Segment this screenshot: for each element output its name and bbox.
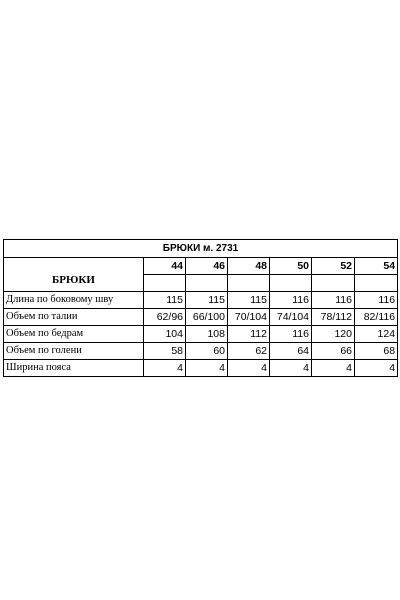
blank-cell <box>228 275 270 292</box>
table-cell: 82/116 <box>355 309 398 326</box>
table-cell: 4 <box>355 360 398 377</box>
table-cell: 66 <box>312 343 355 360</box>
table-cell: 60 <box>186 343 228 360</box>
size-header-cell: 54 <box>355 258 398 275</box>
table-row <box>4 343 398 360</box>
table-cell: 120 <box>312 326 355 343</box>
row-label: Объем по голени <box>4 343 144 360</box>
table-cell: 116 <box>312 292 355 309</box>
table-cell: 74/104 <box>270 309 312 326</box>
table-cell: 115 <box>228 292 270 309</box>
size-header-cell: 52 <box>312 258 355 275</box>
row-label: Длина по боковому шву <box>4 292 144 309</box>
table-cell: 62 <box>228 343 270 360</box>
table-row <box>4 326 398 343</box>
blank-cell <box>355 275 398 292</box>
table-row <box>4 360 398 377</box>
table-cell: 4 <box>144 360 186 377</box>
table-cell: 58 <box>144 343 186 360</box>
row-label: Объем по бедрам <box>4 326 144 343</box>
table-cell: 108 <box>186 326 228 343</box>
table-cell: 78/112 <box>312 309 355 326</box>
table-cell: 116 <box>270 292 312 309</box>
size-header-cell: 50 <box>270 258 312 275</box>
section-label-text: БРЮКИ <box>52 274 95 286</box>
table-cell: 4 <box>270 360 312 377</box>
row-label: Ширина пояса <box>4 360 144 377</box>
table-cell: 62/96 <box>144 309 186 326</box>
blank-cell <box>312 275 355 292</box>
table-cell: 115 <box>186 292 228 309</box>
blank-cell <box>144 275 186 292</box>
size-chart-table <box>3 239 398 377</box>
size-header-row <box>4 258 398 275</box>
table-title: БРЮКИ м. 2731 <box>4 240 398 258</box>
table-cell: 4 <box>312 360 355 377</box>
table-cell: 66/100 <box>186 309 228 326</box>
table-cell: 112 <box>228 326 270 343</box>
table-title-row <box>4 240 398 258</box>
blank-cell <box>270 275 312 292</box>
table-row <box>4 292 398 309</box>
table-row <box>4 309 398 326</box>
size-header-cell: 48 <box>228 258 270 275</box>
row-label: Объем по талии <box>4 309 144 326</box>
blank-cell <box>186 275 228 292</box>
table-cell: 64 <box>270 343 312 360</box>
table-cell: 115 <box>144 292 186 309</box>
table-cell: 116 <box>355 292 398 309</box>
table-cell: 4 <box>228 360 270 377</box>
table-cell: 116 <box>270 326 312 343</box>
table-cell: 104 <box>144 326 186 343</box>
table-cell: 68 <box>355 343 398 360</box>
size-header-cell: 46 <box>186 258 228 275</box>
table-cell: 124 <box>355 326 398 343</box>
size-header-cell: 44 <box>144 258 186 275</box>
table-cell: 70/104 <box>228 309 270 326</box>
table-cell: 4 <box>186 360 228 377</box>
section-label <box>4 258 144 292</box>
